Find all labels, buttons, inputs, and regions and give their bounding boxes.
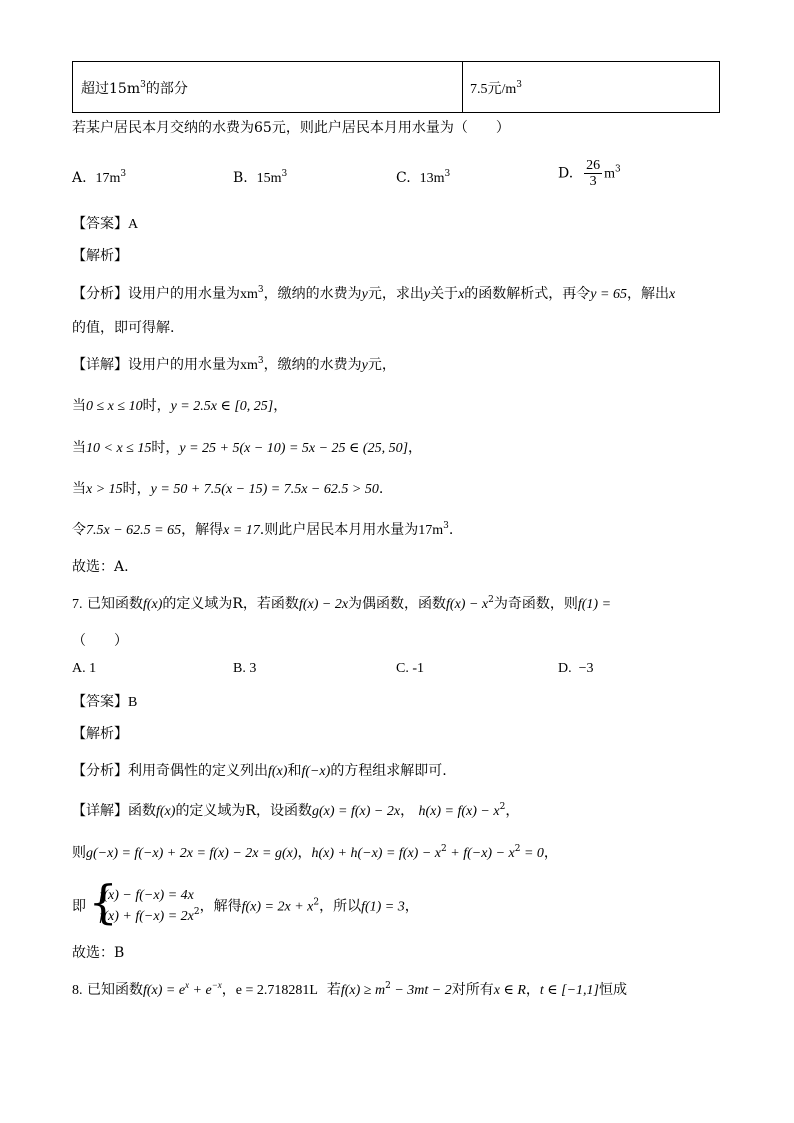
q6-stem: 若某户居民本月交纳的水费为65元，则此户居民本月用水量为（ ） — [72, 120, 510, 136]
q6-case-3: 当x > 15时，y = 50 + 7.5(x − 15) = 7.5x − 62.5 > 50. — [72, 481, 384, 497]
q7-option-a: A. 1 — [72, 661, 97, 676]
table-divider — [462, 62, 463, 112]
q6-solve: 令7.5x − 62.5 = 65，解得x = 17.则此户居民本月用水量为$17m^3$. — [72, 521, 454, 538]
q7-stem-line2: （ ） — [72, 633, 128, 649]
q7-stem: 7. 已知函数f(x)的定义域为R，若函数f(x) − 2x为偶函数，函数$f(x) - x^2$为奇函数，则f(1) = — [72, 595, 612, 612]
q6-option-c: C. $13m^3$ — [396, 169, 451, 186]
q7-fenxi: 【分析】利用奇偶性的定义列出f(x)和f(−x)的方程组求解即可. — [72, 763, 447, 779]
q7-system-line: 即 { f(x) − f(−x) = 4x $f(x) + f(-x) = 2x^2$ ，解得$f(x) = 2x + x^2$，所以f(1) = 3， — [72, 875, 419, 929]
table-cell-price: 7.5元$/m^3$ — [470, 80, 523, 97]
equation-system: { f(x) − f(−x) = 4x $f(x) + f(-x) = 2x^2$ — [88, 875, 200, 929]
q7-then: 则g(−x) = f(−x) + 2x = f(x) − 2x = g(x)，$h(x) + h(-x) = f(x) - x^2 + f(-x) - x^2 = 0$， — [72, 844, 558, 861]
q6-case-1: 当0 ≤ x ≤ 10时，y = 2.5x ∈ [0, 25]， — [72, 398, 288, 414]
q6-fenxi: 【分析】设用户的用水量为$xm^3$，缴纳的水费为y元，求出y关于x的函数解析式，再令y = 65，解出x — [72, 285, 676, 302]
q7-option-c: C. -1 — [396, 661, 424, 676]
q7-answer: 【答案】B — [72, 694, 138, 710]
left-brace-icon: { — [88, 875, 118, 929]
q6-option-d: D. $\frac{26}{3}$ $m^3$ — [558, 158, 621, 189]
table-cell-range: 超过$15m^3$的部分 — [81, 80, 188, 97]
q7-detail: 【详解】函数f(x)的定义域为R，设函数g(x) = f(x) − 2x， $h(x) = f(x) - x^2$， — [72, 802, 520, 819]
q6-option-a: A. $17m^3$ — [72, 169, 127, 186]
q7-analysis-heading: 【解析】 — [72, 726, 128, 742]
q6-answer: 【答案】A — [72, 216, 139, 232]
q8-stem: 8. 已知函数$f(x) = e^x + e^{-x}$，e = 2.718281L 若$f(x) \ge m^2 - 3mt - 2$对所有x ∈ R，t ∈ [−1,1]恒成 — [72, 980, 627, 998]
q6-case-2: 当10 < x ≤ 15时，y = 25 + 5(x − 10) = 5x − 25 ∈ (25, 50]， — [72, 440, 423, 456]
water-price-table — [72, 61, 720, 113]
q6-analysis-heading: 【解析】 — [72, 248, 128, 264]
q6-fenxi-line2: 的值，即可得解. — [72, 320, 175, 336]
q7-choose: 故选：B — [72, 945, 125, 961]
q7-option-b: B. 3 — [233, 661, 257, 676]
q6-option-b: B. $15m^3$ — [233, 169, 288, 186]
q6-detail: 【详解】设用户的用水量为$xm^3$，缴纳的水费为y元， — [72, 356, 396, 373]
q6-option-d-fraction: $\frac{26}{3}$ — [586, 158, 601, 189]
q7-option-d: D. −3 — [558, 661, 594, 676]
q6-choose: 故选：A. — [72, 559, 129, 575]
